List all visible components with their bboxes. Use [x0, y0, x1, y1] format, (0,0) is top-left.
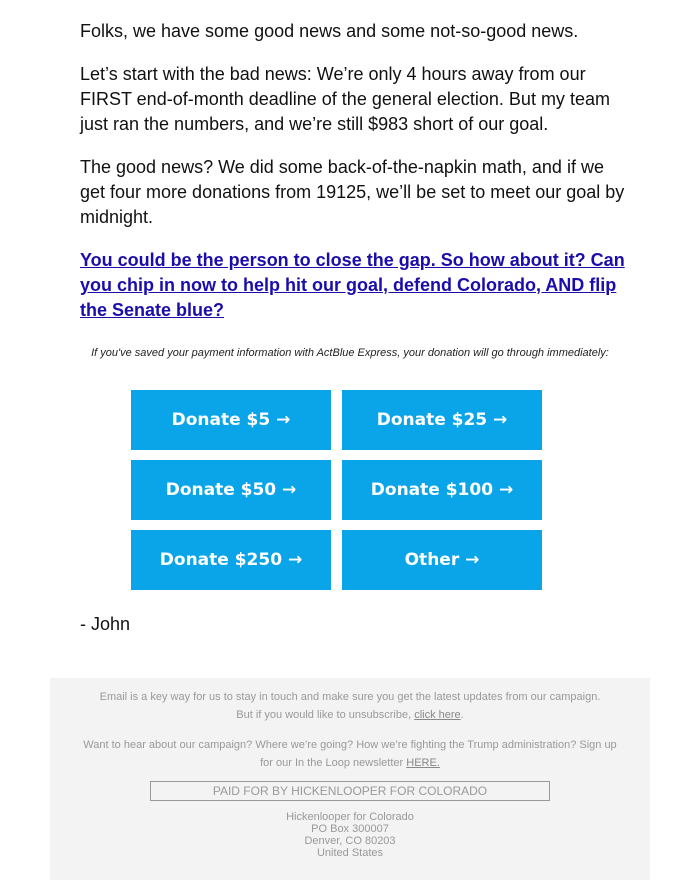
- donate-cta-link[interactable]: You could be the person to close the gap. So how about it? Can you chip in now to help hit our goal, defend Colorado, AND flip the Senate blue?: [80, 250, 625, 320]
- unsubscribe-link[interactable]: click here: [414, 709, 461, 721]
- footer-unsubscribe-block: [80, 688, 620, 724]
- email-footer: [50, 678, 650, 880]
- mailing-address: [50, 811, 650, 859]
- good-news-paragraph: The good news? We did some back-of-the-napkin math, and if we get four more donations from 19125, we’ll be set to meet our goal by midnight.: [80, 157, 625, 227]
- footer-newsletter-prefix: Want to hear about our campaign? Where we’re going? How we’re fighting the Trump administration? Sign up for our In the Loop newsletter: [83, 739, 617, 769]
- address-line-country: United States: [316, 847, 384, 859]
- address-line-city: Denver, CO 80203: [304, 835, 396, 847]
- footer-unsubscribe-suffix: .: [460, 709, 464, 721]
- footer-unsubscribe-line: [80, 706, 620, 724]
- paid-for-disclaimer: PAID FOR BY HICKENLOOPER FOR COLORADO: [150, 781, 550, 801]
- address-line-pobox: PO Box 300007: [311, 823, 389, 835]
- donate-100-button[interactable]: Donate $100 →: [342, 460, 542, 520]
- email-body: [80, 19, 625, 323]
- actblue-express-note: If you've saved your payment information with ActBlue Express, your donation will go through immediately:: [91, 347, 609, 359]
- newsletter-link[interactable]: HERE.: [406, 757, 440, 769]
- donate-250-button[interactable]: Donate $250 →: [131, 530, 331, 590]
- footer-stay-in-touch-text: Email is a key way for us to stay in touch and make sure you get the latest updates from our campaign.: [99, 691, 601, 703]
- signature: - John: [80, 614, 131, 634]
- donate-5-button[interactable]: Donate $5 →: [131, 390, 331, 450]
- intro-paragraph: Folks, we have some good news and some not-so-good news.: [80, 21, 579, 41]
- donate-25-button[interactable]: Donate $25 →: [342, 390, 542, 450]
- donate-other-button[interactable]: Other →: [342, 530, 542, 590]
- address-line-org: Hickenlooper for Colorado: [286, 811, 414, 823]
- donate-50-button[interactable]: Donate $50 →: [131, 460, 331, 520]
- footer-unsubscribe-prefix: But if you would like to unsubscribe,: [236, 709, 415, 721]
- footer-newsletter-line: [80, 736, 620, 772]
- footer-newsletter-block: [80, 736, 620, 772]
- bad-news-paragraph: Let’s start with the bad news: We’re only 4 hours away from our FIRST end-of-month deadline of the general election. But my team just ran the numbers, and we’re still $983 short of our goal.: [80, 64, 610, 134]
